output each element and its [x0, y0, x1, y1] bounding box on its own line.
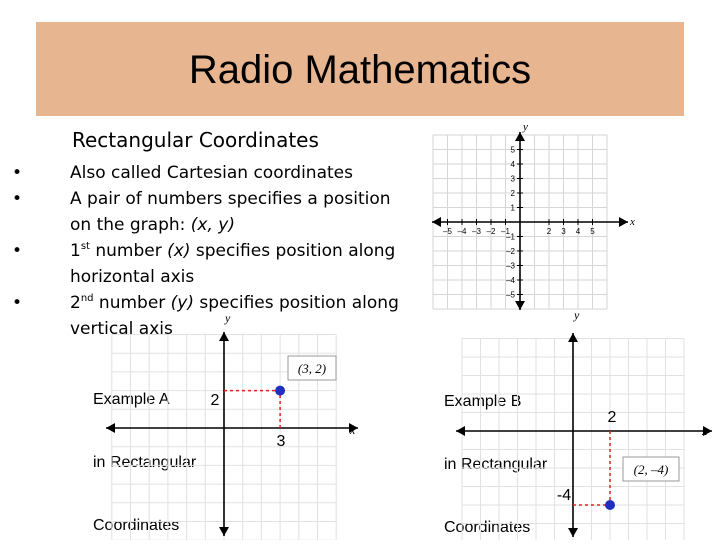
- example-b-graph: [440, 305, 720, 540]
- bullet-item: [12, 238, 412, 290]
- example-b-y-axis-label: y: [574, 308, 580, 322]
- example-b-y-axis-arrowhead: [568, 333, 578, 342]
- ordinal-number: 1: [70, 241, 81, 261]
- y-tick-label: 1: [510, 203, 515, 213]
- example-a-label-line: in Rectangular: [93, 454, 197, 471]
- y-tick-label: –3: [506, 261, 515, 271]
- bullet-text: Also called Cartesian coordinates: [70, 163, 353, 183]
- example-a-y-value-label: 2: [210, 392, 220, 409]
- x-tick-label: 4: [575, 227, 581, 236]
- example-b-y-axis-arrowhead: [568, 528, 578, 537]
- bullet-text: specifies position along horizontal axis: [70, 241, 396, 287]
- bullet-dot: •: [12, 163, 23, 183]
- example-a-y-axis-label: y: [225, 311, 231, 325]
- example-a-point: [275, 386, 285, 396]
- slide-subtitle: Rectangular Coordinates: [72, 128, 319, 152]
- bullet-text: number: [89, 241, 168, 261]
- y-tick-label: 2: [510, 189, 515, 198]
- ordinal-number: 2: [70, 293, 81, 313]
- bullet-text: number: [93, 293, 171, 313]
- example-a-x-axis-label: x: [350, 423, 356, 437]
- x-tick-label: –4: [457, 227, 467, 236]
- example-b-x-value-label: 2: [607, 409, 617, 426]
- x-tick-label: 2: [546, 227, 552, 236]
- example-a-label-line: Example A: [93, 391, 170, 408]
- bullet-emphasis: (x): [167, 241, 191, 261]
- example-a-graph: [100, 310, 380, 540]
- x-tick-label: 3: [561, 227, 566, 236]
- y-tick-label: 3: [510, 174, 515, 184]
- example-b-x-axis-label: x: [702, 424, 708, 438]
- bullet-item: [12, 160, 412, 186]
- y-tick-label: 5: [510, 145, 515, 155]
- bullet-item: [12, 186, 412, 238]
- x-tick-label: –3: [472, 227, 481, 236]
- x-tick-label: –2: [486, 227, 496, 236]
- y-tick-label: 4: [510, 160, 515, 169]
- example-b-point-label: (2, –4): [633, 462, 669, 477]
- example-b-y-value-label: -4: [556, 487, 572, 504]
- ordinal-suffix: st: [80, 241, 90, 252]
- example-a-y-axis-arrowhead: [219, 332, 229, 341]
- bullet-dot: •: [12, 241, 23, 261]
- y-tick-label: –1: [506, 232, 515, 242]
- bullet-emphasis: (x, y): [190, 215, 235, 235]
- example-b-label-line: Coordinates: [444, 519, 531, 536]
- example-b-x-axis-arrowhead: [456, 426, 465, 436]
- x-tick-label: –5: [443, 227, 452, 236]
- example-b-label-line: in Rectangular: [444, 456, 548, 473]
- example-a-x-axis-arrowhead: [106, 423, 115, 433]
- bullet-dot: •: [12, 293, 23, 313]
- reference-axes: [432, 132, 628, 310]
- y-tick-label: –2: [506, 247, 515, 256]
- example-a-label-line: Coordinates: [93, 517, 180, 534]
- slide-title: Radio Mathematics: [188, 48, 532, 92]
- reference-x-axis-arrowhead: [619, 217, 628, 227]
- bullet-text: A pair of numbers specifies a position on the graph:: [70, 189, 391, 235]
- bullet-emphasis: (y): [170, 293, 194, 313]
- reference-coordinate-graph: [428, 120, 640, 320]
- bullet-dot: •: [12, 189, 23, 209]
- ordinal-suffix: nd: [80, 293, 94, 304]
- x-tick-label: –1: [501, 227, 510, 236]
- y-tick-label: –5: [506, 290, 515, 300]
- x-tick-label: 5: [590, 227, 595, 236]
- example-b-axes: [456, 333, 712, 537]
- example-a-point-label: (3, 2): [297, 361, 327, 376]
- example-b-label-line: Example B: [444, 393, 522, 410]
- title-banner: [36, 22, 684, 116]
- example-a-y-axis-arrowhead: [219, 527, 229, 536]
- reference-y-axis-label: y: [523, 121, 528, 133]
- example-b-point: [605, 500, 615, 510]
- reference-y-axis-arrowhead: [515, 132, 525, 141]
- y-tick-label: –4: [506, 276, 515, 285]
- reference-x-axis-label: x: [630, 216, 635, 228]
- bullet-text: specifies position along vertical axis: [70, 293, 399, 339]
- example-a-x-value-label: 3: [276, 433, 286, 450]
